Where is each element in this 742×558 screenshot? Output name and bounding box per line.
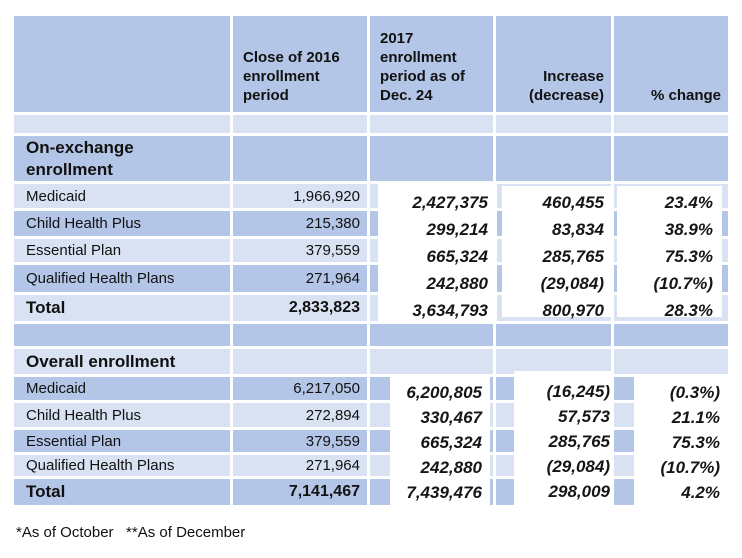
overlay-value: 2,427,375: [412, 193, 488, 212]
overlay-value: 28.3%: [664, 301, 713, 320]
table-row-qualified-health-plans: [14, 455, 728, 476]
section-title: Overall enrollment: [14, 349, 230, 374]
cell: [233, 349, 367, 374]
overlay-value: 330,467: [420, 408, 482, 427]
section-header-overall: [14, 349, 728, 374]
overlay-value: 57,573: [558, 407, 610, 426]
overlay-value: (10.7%): [653, 274, 713, 293]
cell: [496, 324, 611, 346]
table-row-child-health-plus: [14, 403, 728, 427]
cell: [370, 136, 493, 181]
cell: [370, 115, 493, 133]
header-increase: [496, 16, 611, 112]
total-close-2016-value: 7,141,467: [233, 479, 367, 505]
spacer-row: [14, 115, 728, 133]
overlay-value: (0.3%): [669, 383, 720, 402]
cell: [496, 136, 611, 181]
overlay-value: (16,245): [546, 382, 610, 401]
overlay-value: 3,634,793: [412, 301, 488, 320]
header-pct-change: [614, 16, 728, 112]
overlay-value: 800,970: [542, 301, 604, 320]
close-2016-value: 271,964: [233, 265, 367, 292]
header-blank-cell: [14, 16, 230, 112]
header-2017-period: [370, 16, 493, 112]
close-2016-value: 1,966,920: [233, 184, 367, 208]
overlay-value: 242,880: [426, 274, 488, 293]
row-label: Essential Plan: [14, 239, 230, 262]
overlay-value: 298,009: [548, 482, 610, 501]
close-2016-value: 271,964: [233, 455, 367, 476]
overlay-value: 6,200,805: [406, 383, 482, 402]
row-label: Child Health Plus: [14, 403, 230, 427]
cell: [14, 115, 230, 133]
overlay-value: 38.9%: [664, 220, 713, 239]
header-line: period as of: [380, 68, 466, 85]
cell: [370, 324, 493, 346]
overlay-value: 75.3%: [671, 433, 720, 452]
overlay-value: (10.7%): [660, 458, 720, 477]
row-label: Child Health Plus: [14, 211, 230, 236]
overlay-pct-change-on-exchange: [617, 186, 722, 320]
cell: [233, 324, 367, 346]
cell: [614, 136, 728, 181]
table-header-row: [14, 16, 728, 112]
header-line: Dec. 24: [380, 87, 433, 104]
overlay-value: (29,084): [540, 274, 604, 293]
header-line: enrollment: [380, 49, 457, 66]
row-label: Essential Plan: [14, 430, 230, 452]
overlay-value: 665,324: [420, 433, 482, 452]
overlay-value: (29,084): [546, 457, 610, 476]
close-2016-value: 6,217,050: [233, 377, 367, 400]
overlay-value: 299,214: [426, 220, 488, 239]
header-line: % change: [650, 87, 721, 104]
close-2016-value: 272,894: [233, 403, 367, 427]
table-row-total-overall: [14, 479, 728, 505]
close-2016-value: 379,559: [233, 430, 367, 452]
section-title: [14, 136, 230, 181]
overlay-value: 285,765: [548, 432, 610, 451]
table-row-medicaid: [14, 377, 728, 400]
total-label: Total: [14, 479, 230, 505]
cell: [614, 115, 728, 133]
overlay-2017-on-exchange: [378, 181, 497, 322]
section-header-on-exchange: [14, 136, 728, 181]
header-close-2016: [233, 16, 367, 112]
row-label: Qualified Health Plans: [14, 265, 230, 292]
cell: [614, 324, 728, 346]
section-title-line: On-exchange: [26, 137, 134, 157]
overlay-2017-overall: [390, 376, 490, 508]
header-line: (decrease): [528, 87, 604, 104]
cell: [496, 115, 611, 133]
overlay-value: 75.3%: [664, 247, 713, 266]
cell: [233, 136, 367, 181]
total-label: Total: [14, 295, 230, 321]
overlay-value: 285,765: [542, 247, 604, 266]
overlay-value: 460,455: [542, 193, 604, 212]
cell: [233, 115, 367, 133]
close-2016-value: 215,380: [233, 211, 367, 236]
overlay-value: 21.1%: [671, 408, 720, 427]
section-title-line: enrollment: [26, 159, 113, 179]
overlay-value: 665,324: [426, 247, 488, 266]
close-2016-value: 379,559: [233, 239, 367, 262]
row-label: Qualified Health Plans: [14, 455, 230, 476]
overlay-value: 4.2%: [681, 483, 720, 502]
cell: [14, 324, 230, 346]
header-line: Increase: [543, 68, 604, 85]
header-line: Close of 2016: [243, 49, 340, 66]
header-line: enrollment: [243, 68, 320, 85]
header-line: 2017: [380, 30, 414, 47]
overlay-increase-overall: [514, 371, 613, 507]
table-row-essential-plan: [14, 430, 728, 452]
cell: [370, 349, 493, 374]
overlay-pct-change-overall: [634, 376, 728, 508]
row-label: Medicaid: [14, 377, 230, 400]
row-label: Medicaid: [14, 184, 230, 208]
separator-row: [14, 324, 728, 346]
overlay-value: 7,439,476: [406, 483, 482, 502]
cell: [614, 349, 728, 374]
overlay-value: 23.4%: [664, 193, 713, 212]
overlay-increase-on-exchange: [502, 186, 612, 320]
footnote: *As of October **As of December: [16, 524, 246, 541]
overlay-value: 83,834: [552, 220, 604, 239]
total-close-2016-value: 2,833,823: [233, 295, 367, 321]
overlay-value: 242,880: [420, 458, 482, 477]
header-line: period: [243, 87, 289, 104]
